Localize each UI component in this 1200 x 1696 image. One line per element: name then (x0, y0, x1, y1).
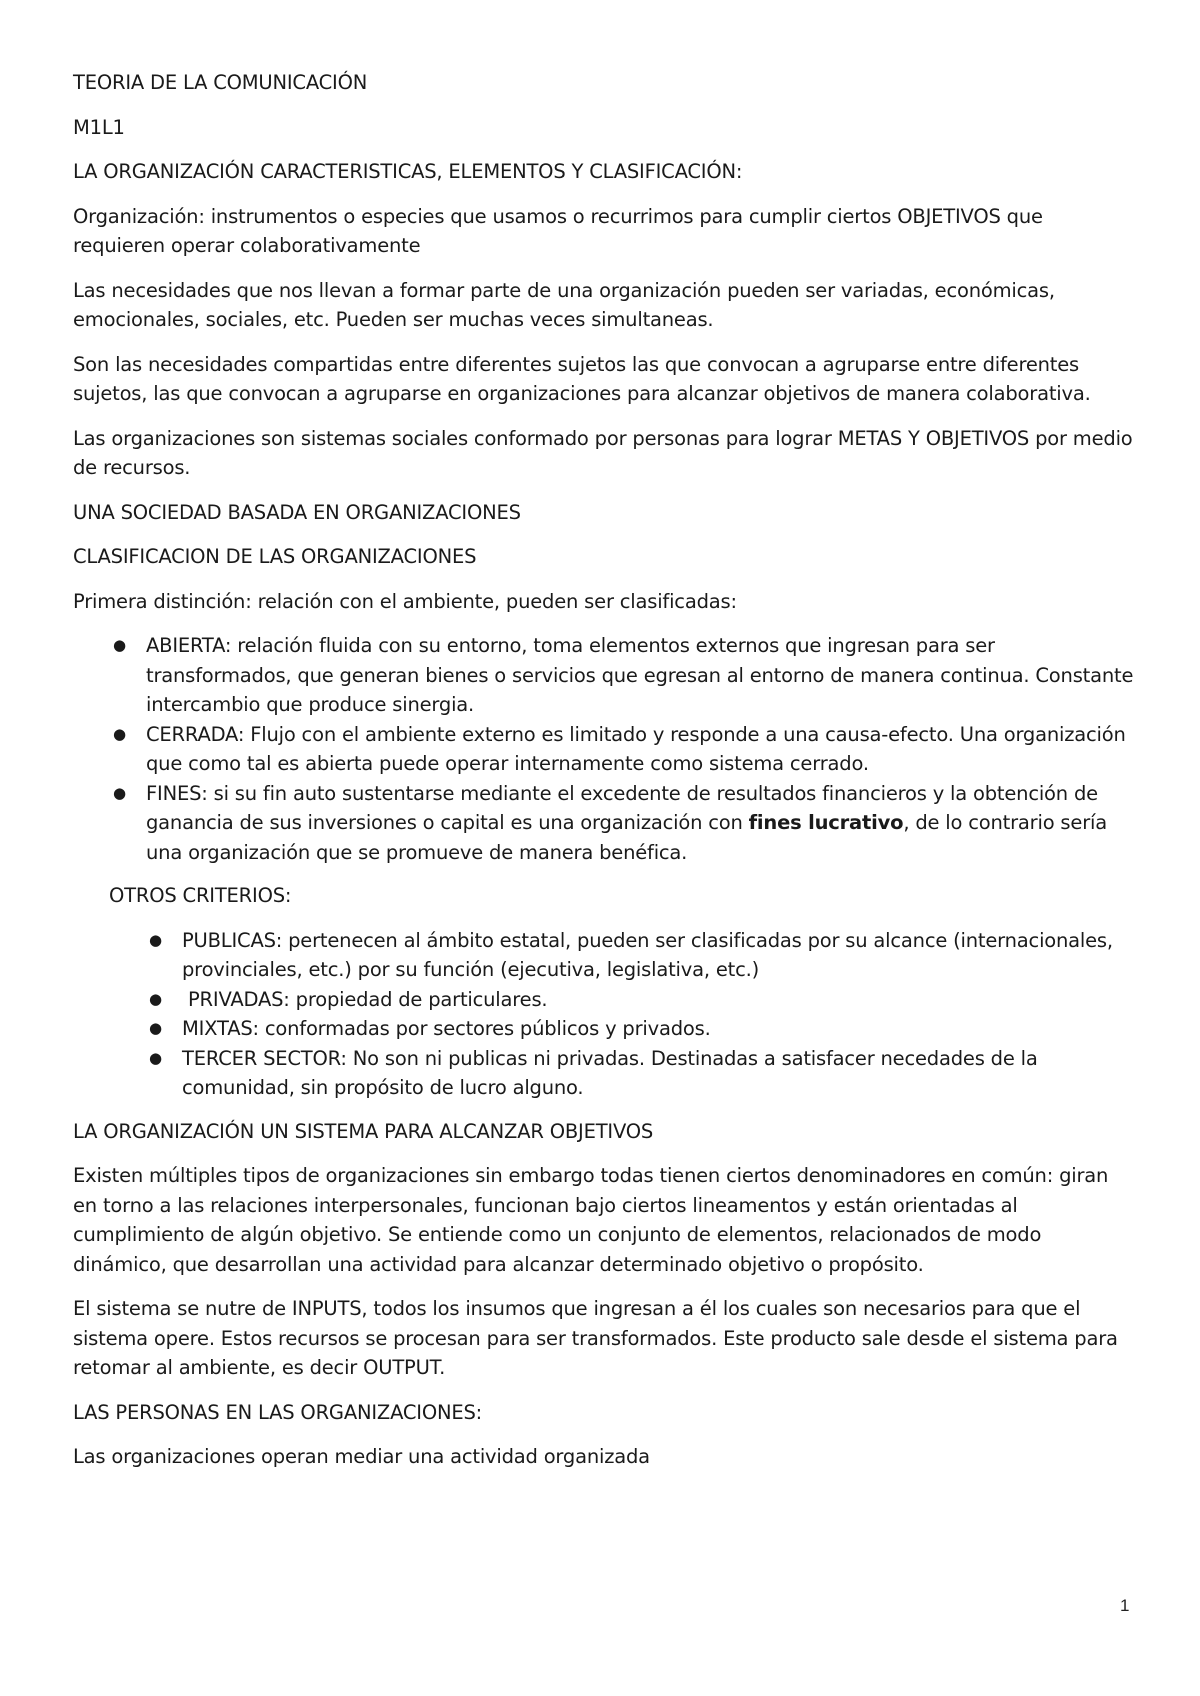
paragraph: El sistema se nutre de INPUTS, todos los insumos que ingresan a él los cuales son necesarios para que el sistema opere. Estos recursos se procesan para ser transformados. Este producto sale desde el sistema para retomar al ambiente, es decir OUTPUT. (73, 1297, 1118, 1379)
module-code: M1L1 (73, 115, 125, 139)
list-item (149, 985, 1138, 1015)
page-number: 1 (1120, 1596, 1130, 1615)
other-criteria-list (149, 926, 1138, 1103)
list-item (149, 1044, 1138, 1103)
list-item-text: CERRADA: Flujo con el ambiente externo es limitado y responde a una causa-efecto. Una organización que como tal es abierta puede operar internamente como sistema cerrado. (146, 722, 1126, 775)
list-item (113, 631, 1138, 720)
bold-text: fines lucrativo (748, 811, 904, 834)
list-item-text: FINES: si su fin auto sustentarse mediante el excedente de resultados financieros y la obtención de ganancia de sus inversiones o capital es una organización con (146, 781, 1098, 834)
bullet-icon: ● (113, 724, 126, 743)
list-item (113, 720, 1138, 779)
bullet-icon: ● (149, 1019, 162, 1037)
list-item (113, 779, 1138, 868)
bullet-icon: ● (149, 989, 162, 1008)
list-item (149, 1014, 1138, 1044)
paragraph: Las organizaciones operan mediar una actividad organizada (73, 1445, 650, 1468)
list-item-text: ABIERTA: relación fluida con su entorno, toma elementos externos que ingresan para ser transformados, que generan bienes o servicios que egresan al entorno de manera continua. Constante intercambio que produce sinergia. (146, 634, 1134, 716)
bullet-icon: ● (149, 930, 162, 949)
list-item-text: TERCER SECTOR: No son ni publicas ni privadas. Destinadas a satisfacer necedades de la comunidad, sin propósito de lucro alguno. (182, 1046, 1038, 1099)
document-body (73, 68, 1138, 1487)
list-item-text: , de lo contrario sería una organización que se promueve de manera benéfica. (146, 811, 1107, 864)
bullet-icon: ● (113, 783, 126, 802)
paragraph: Son las necesidades compartidas entre diferentes sujetos las que convocan a agruparse entre diferentes sujetos, las que convocan a agruparse en organizaciones para alcanzar objetivos de manera colaborativa. (73, 352, 1091, 405)
paragraph: Las organizaciones son sistemas sociales conformado por personas para lograr METAS Y OBJETIVOS por medio de recursos. (73, 426, 1133, 479)
paragraph: Primera distinción: relación con el ambiente, pueden ser clasificadas: (73, 589, 737, 613)
bullet-icon: ● (149, 1048, 162, 1067)
list-item (149, 926, 1138, 985)
section-heading: LA ORGANIZACIÓN CARACTERISTICAS, ELEMENTOS Y CLASIFICACIÓN: (73, 160, 743, 183)
paragraph: Las necesidades que nos llevan a formar parte de una organización pueden ser variadas, económicas, emocionales, sociales, etc. Pueden ser muchas veces simultaneas. (73, 278, 1055, 331)
section-heading: LAS PERSONAS EN LAS ORGANIZACIONES: (73, 1400, 483, 1424)
section-heading: LA ORGANIZACIÓN UN SISTEMA PARA ALCANZAR OBJETIVOS (73, 1119, 654, 1143)
section-heading: UNA SOCIEDAD BASADA EN ORGANIZACIONES (73, 500, 521, 524)
section-heading: CLASIFICACION DE LAS ORGANIZACIONES (73, 545, 477, 568)
classification-list (113, 631, 1138, 867)
paragraph: Organización: instrumentos o especies que usamos o recurrimos para cumplir ciertos OBJETIVOS que requieren operar colaborativamente (73, 204, 1043, 257)
list-item-text: MIXTAS: conformadas por sectores públicos y privados. (182, 1017, 711, 1040)
paragraph: Existen múltiples tipos de organizaciones sin embargo todas tienen ciertos denominadores en común: giran en torno a las relaciones interpersonales, funcionan bajo ciertos lineamentos y están orientadas al cumplimiento de algún objetivo. Se entiende como un conjunto de elementos, relacionados de modo dinámico, que desarrollan una actividad para alcanzar determinado objetivo o propósito. (73, 1164, 1109, 1276)
bullet-icon: ● (113, 636, 126, 654)
subsection-heading: OTROS CRITERIOS: (109, 884, 292, 907)
list-item-text: PRIVADAS: propiedad de particulares. (182, 987, 548, 1011)
list-item-text: PUBLICAS: pertenecen al ámbito estatal, pueden ser clasificadas por su alcance (internacionales, provinciales, etc.) por su función (ejecutiva, legislativa, etc.) (182, 928, 1113, 981)
document-title: TEORIA DE LA COMUNICACIÓN (73, 71, 368, 94)
